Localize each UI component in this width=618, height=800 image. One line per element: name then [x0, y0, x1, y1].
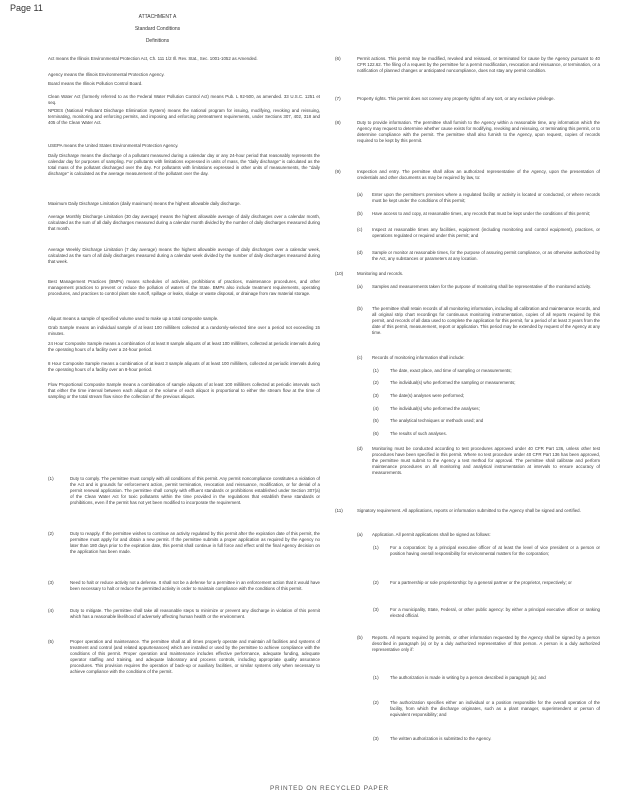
- page-corner-label: Page 11: [10, 3, 43, 13]
- condition-number: (1): [48, 476, 54, 481]
- condition-number: (4): [48, 608, 54, 613]
- subcondition-paragraph: Samples and measurements taken for the purpose of monitoring shall be representative of the monitored activity.: [372, 284, 592, 289]
- condition-number: (7): [335, 96, 341, 101]
- subcondition-paragraph: Enter upon the permittee's premises where a regulated facility or activity is located or conducted, or where records must be kept under the conditions of this permit;: [372, 192, 600, 204]
- record-item-text: The date, exact place, and time of sampling or measurements;: [390, 368, 512, 373]
- subcondition-letter: (d): [357, 250, 363, 255]
- recycled-paper-footer: PRINTED ON RECYCLED PAPER: [270, 785, 389, 792]
- report-item-text: The authorization specifies either an individual or a position responsible for the overall operation of the facility, from which the discharge originates, such as a plant manager, superintendent or person of equivalent responsibility; and: [390, 700, 600, 718]
- application-item-number: (1): [373, 545, 379, 550]
- record-item-text: The results of such analyses.: [390, 431, 447, 436]
- subcondition-letter: (b): [357, 306, 363, 311]
- record-item-text: The analytical techniques or methods used; and: [390, 418, 484, 423]
- definition-paragraph: 24 Hour Composite Sample means a combination of at least 8 sample aliquots of at least 100 milliliters, collected at periodic intervals during the operating hours of a facility over a 24-hour period.: [48, 341, 320, 353]
- subcondition-letter: (a): [357, 532, 363, 537]
- record-item-number: (6): [373, 431, 379, 436]
- record-item-number: (4): [373, 406, 379, 411]
- report-item-text: The written authorization is submitted to the Agency.: [390, 736, 492, 741]
- condition-number: (5): [48, 639, 54, 644]
- subcondition-letter: (d): [357, 446, 363, 451]
- report-item-number: (2): [373, 700, 379, 705]
- definition-paragraph: Average Weekly Discharge Limitation (7 day average) means the highest allowable average of daily discharges over a calendar week, calculated as the sum of all daily discharges measured during a calendar week divided by the number of daily discharges measured during that week.: [48, 247, 320, 265]
- subcondition-paragraph: Sample or monitor at reasonable times, for the purpose of assuring permit compliance, or as otherwise authorized by the Act, any substances or parameters at any location.: [372, 250, 600, 262]
- definition-paragraph: Act means the Illinois Environmental Protection Act, Ch. 111 1/2 Ill. Rev. Stat., Sec. 1001-1052 as Amended.: [48, 56, 258, 61]
- definition-paragraph: Maximum Daily Discharge Limitation (daily maximum) means the highest allowable daily discharge.: [48, 201, 241, 206]
- definition-paragraph: Clean Water Act (formerly referred to as the Federal Water Pollution Control Act) means Pub. L 92-500, as amended. 33 U.S.C. 1251 et seq.: [48, 94, 320, 106]
- condition-paragraph: Signatory requirement. All applications, reports or information submitted to the Agency shall be signed and certified.: [357, 508, 581, 513]
- subcondition-letter: (c): [357, 227, 363, 232]
- condition-number: (6): [335, 56, 341, 61]
- subcondition-paragraph: Records of monitoring information shall include:: [372, 355, 465, 360]
- definition-paragraph: Best Management Practices (BMPs) means schedules of activities, prohibitions of practices, maintenance procedures, and other management practices to prevent or reduce the pollution of waters of the State. BMPs also include treatment requirements, operating procedures, and practices to control plant site runoff, spillage or leaks, sludge or waste disposal, or drainage from raw material storage.: [48, 279, 320, 297]
- definition-paragraph: Agency means the Illinois Environmental Protection Agency.: [48, 72, 165, 77]
- report-item-number: (3): [373, 736, 379, 741]
- condition-paragraph: Proper operation and maintenance. The permittee shall at all times properly operate and maintain all facilities and systems of treatment and control (and related appurtenances) which are installed or used by the permittee to achieve compliance with the conditions of this permit. Proper operation and maintenance includes effective performance, adequate funding, adequate operator staffing and training, and adequate laboratory and process controls, including appropriate quality assurance procedures. This provision requires the operation of back-up or auxiliary facilities, or similar systems only when necessary to achieve compliance with the conditions of the permit.: [70, 639, 320, 675]
- condition-paragraph: Duty to reapply. If the permittee wishes to continue an activity regulated by this permit after the expiration date of this permit, the permittee must apply for and obtain a new permit. If the permittee submits a proper application as required by the Agency no later than 180 days prior to the expiration date, this permit shall continue in full force and effect until the final Agency decision on the application has been made.: [70, 531, 320, 555]
- condition-paragraph: Need to halt or reduce activity not a defense. It shall not be a defense for a permittee in an enforcement action that it would have been necessary to halt or reduce the permitted activity in order to maintain compliance with the conditions of this permit.: [70, 580, 320, 592]
- condition-number: (10): [335, 271, 344, 276]
- record-item-number: (3): [373, 393, 379, 398]
- condition-number: (11): [335, 508, 343, 513]
- subcondition-paragraph: The permittee shall retain records of all monitoring information, including all calibration and maintenance records, and all original strip chart recordings for continuous monitoring instrumentation, copies of all reports required by this permit, and records of all data used to complete the application for this permit, for a period of at least 3 years from the date of this permit, measurement, report or application. This period may be extended by request of the Agency at any time.: [372, 306, 600, 336]
- definition-paragraph: Aliquot means a sample of specified volume used to make up a total composite sample.: [48, 316, 219, 321]
- record-item-text: The individual(s) who performed the analyses;: [390, 406, 480, 411]
- condition-paragraph: Duty to mitigate. The permittee shall take all reasonable steps to minimize or prevent any discharge in violation of this permit which has a reasonable likelihood of adversely affecting human health or the environment.: [70, 608, 320, 620]
- definition-paragraph: Average Monthly Discharge Limitation (30 day average) means the highest allowable average of daily discharges over a calendar month, calculated as the sum of all daily discharges measured during a calendar month divided by the number of daily discharges measured during that month.: [48, 214, 320, 232]
- subcondition-paragraph: Application. All permit applications shall be signed as follows:: [372, 532, 491, 537]
- subcondition-letter: (a): [357, 284, 363, 289]
- condition-paragraph: Property rights. This permit does not convey any property rights of any sort, or any exclusive privilege.: [357, 96, 555, 101]
- record-item-number: (1): [373, 368, 379, 373]
- condition-number: (8): [335, 120, 341, 125]
- record-item-text: The date(s) analyses were performed;: [390, 393, 465, 398]
- record-item-number: (2): [373, 380, 379, 385]
- subcondition-paragraph: Have access to and copy, at reasonable times, any records that must be kept under the conditions of this permit;: [372, 211, 591, 216]
- application-item-number: (2): [373, 580, 379, 585]
- condition-number: (9): [335, 169, 341, 174]
- condition-paragraph: Monitoring and records.: [357, 271, 404, 276]
- subcondition-letter: (a): [357, 192, 363, 197]
- condition-paragraph: Inspection and entry. The permittee shall allow an authorized representative of the Agency, upon the presentation of credentials and other documents as may be required by law, to:: [357, 169, 600, 181]
- condition-number: (2): [48, 531, 54, 536]
- record-item-number: (5): [373, 418, 379, 423]
- report-item-number: (1): [373, 675, 379, 680]
- definition-paragraph: NPDES (National Pollutant Discharge Elimination System) means the national program for issuing, modifying, revoking and reissuing, terminating, monitoring and enforcing permits, and imposing and enforcing pretreatment requirements, under Sections 307, 402, 318 and 405 of the Clean Water Act.: [48, 108, 320, 126]
- subcondition-letter: (c): [357, 355, 363, 360]
- application-item-text: For a municipality, State, Federal, or other public agency: by either a principal executive officer or ranking elected official.: [390, 607, 600, 619]
- subcondition-letter: (b): [357, 211, 363, 216]
- application-item-text: For a partnership or sole proprietorship: by a general partner or the proprietor, respectively; or: [390, 580, 572, 585]
- definition-paragraph: USEPA means the United States Environmental Protection Agency.: [48, 143, 179, 148]
- definition-paragraph: Flow Proportional Composite Sample means a combination of sample aliquots of at least 100 milliliters collected at periodic intervals such that either the time interval between each aliquot or the volume of each aliquot is proportional to either the stream flow at the time of sampling or the total stream flow since the collection of the previous aliquot.: [48, 382, 320, 400]
- definition-paragraph: Daily Discharge means the discharge of a pollutant measured during a calendar day or any 24-hour period that reasonably represents the calendar day for purposes of sampling. For pollutants with limitations expressed in units of mass, the "daily discharge" is calculated as the total mass of the pollutant discharged over the day. For pollutants with limitations expressed in other units of measurements, the "daily discharge" is calculated as the average measurement of the pollutant over the day.: [48, 153, 320, 177]
- definitions-heading: Definitions: [145, 38, 170, 44]
- attachment-heading: ATTACHMENT A: [138, 14, 177, 20]
- standard-conditions-heading: Standard Conditions: [134, 26, 181, 32]
- subcondition-paragraph: Monitoring must be conducted according to test procedures approved under 40 CFR Part 136, unless other test procedures have been specified in this permit. Where no test procedure under 40 CFR Part 136 has been approved, the permittee must submit to the Agency a test method for approval. The permittee shall calibrate and perform maintenance procedures on all monitoring and analytical instrumentation at intervals to ensure accuracy of measurements.: [372, 446, 600, 476]
- subcondition-letter: (b): [357, 635, 363, 640]
- definition-paragraph: 8 Hour Composite Sample means a combination of at least 3 sample aliquots of at least 100 milliliters, collected at periodic intervals during the operating hours of a facility over an 8-hour period.: [48, 361, 320, 373]
- condition-paragraph: Permit actions. This permit may be modified, revoked and reissued, or terminated for cause by the Agency pursuant to 40 CFR 122.62. The filing of a request by the permittee for a permit modification, revocation and reissuance, or termination, or a notification of planned changes or anticipated noncompliance, does not stay any permit condition.: [357, 56, 600, 74]
- application-item-text: For a corporation: by a principal executive officer of at least the level of vice president or a person or position having overall responsibility for environmental matters for the corporation;: [390, 545, 600, 557]
- report-item-text: The authorization is made in writing by a person described in paragraph (a); and: [390, 675, 546, 680]
- condition-paragraph: Duty to comply. The permittee must comply with all conditions of this permit. Any permit noncompliance constitutes a violation of the Act and is grounds for enforcement action, permit termination, revocation and reissuance, modification, or for denial of a permit renewal application. The permittee shall comply with effluent standards or prohibitions established under Section 307(a) of the Clean Water Act for toxic pollutants within the time provided in the regulations that establish these standards or prohibitions, even if the permit has not yet been modified to incorporate the requirement.: [70, 476, 320, 506]
- definition-paragraph: Grab Sample means an individual sample of at least 100 milliliters collected at a randomly-selected time over a period not exceeding 15 minutes.: [48, 325, 320, 337]
- subcondition-paragraph: Inspect at reasonable times any facilities, equipment (including monitoring and control equipment), practices, or operations regulated or required under this permit; and: [372, 227, 600, 239]
- application-item-number: (3): [373, 607, 379, 612]
- condition-number: (3): [48, 580, 54, 585]
- definition-paragraph: Board means the Illinois Pollution Control Board.: [48, 81, 143, 86]
- condition-paragraph: Duty to provide information. The permittee shall furnish to the Agency within a reasonable time, any information which the Agency may request to determine whether cause exists for modifying, revoking and reissuing, or terminating this permit, or to determine compliance with the permit. The permittee shall also furnish to the Agency, upon request, copies of records required to be kept by this permit.: [357, 120, 600, 144]
- subcondition-paragraph: Reports. All reports required by permits, or other information requested by the Agency shall be signed by a person described in paragraph (a) or by a duly authorized representative of that person. A person is a duly authorized representative only if:: [372, 635, 600, 653]
- record-item-text: The individual(s) who performed the sampling or measurements;: [390, 380, 516, 385]
